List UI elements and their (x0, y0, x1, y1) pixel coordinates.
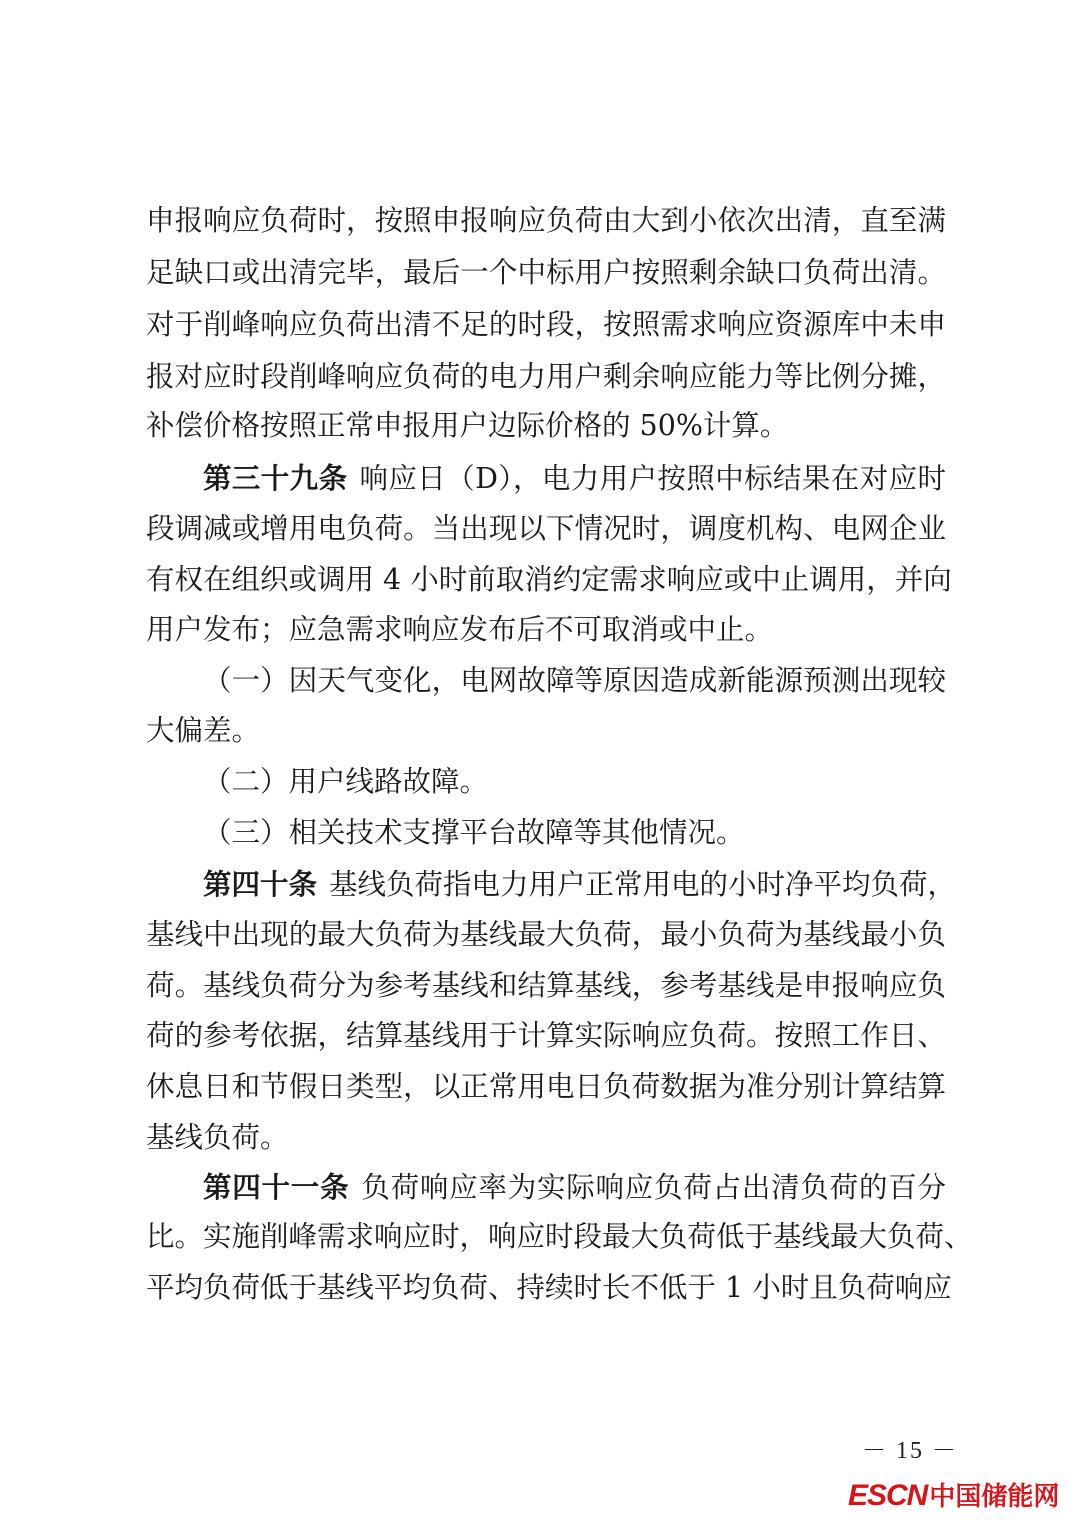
text-line: 比。实施削峰需求响应时，响应时段最大负荷低于基线最大负荷、 (146, 1220, 973, 1253)
list-item: （三）相关技术支撑平台故障等其他情况。 (203, 816, 745, 849)
article-text: 负荷响应率为实际响应负荷占出清负荷的百分 (361, 1171, 946, 1204)
text-line: 足缺口或出清完毕，最后一个中标用户按照剩余缺口负荷出清。 (146, 256, 946, 289)
text-line: 补偿价格按照正常申报用户边际价格的 50%计算。 (146, 409, 789, 442)
article-text: 响应日（D），电力用户按照中标结果在对应时 (359, 462, 946, 495)
text-line: 对于削峰响应负荷出清不足的时段，按照需求响应资源库中未申 (146, 308, 946, 341)
list-item: （二）用户线路故障。 (203, 765, 489, 798)
article-text: 基线负荷指电力用户正常用电的小时净平均负荷， (329, 868, 957, 901)
article-41-first-line (203, 1169, 946, 1206)
escn-logo (848, 1476, 1073, 1516)
text-line: 大偏差。 (146, 714, 261, 747)
text-line: 荷。基线负荷分为参考基线和结算基线，参考基线是申报响应负 (146, 969, 946, 1002)
text-line: 基线中出现的最大负荷为基线最大负荷，最小负荷为基线最小负 (146, 918, 946, 951)
text-line: 休息日和节假日类型，以正常用电日负荷数据为准分别计算结算 (146, 1070, 946, 1103)
text-line: 用户发布；应急需求响应发布后不可取消或中止。 (146, 613, 774, 646)
text-line: 段调减或增用电负荷。当出现以下情况时，调度机构、电网企业 (146, 512, 946, 545)
article-heading: 第四十一条 (203, 1170, 350, 1204)
logo-text-en: ESCN (848, 1479, 928, 1512)
text-line: 平均负荷低于基线平均负荷、持续时长不低于 1 小时且负荷响应 (146, 1271, 952, 1304)
list-item: （一）因天气变化，电网故障等原因造成新能源预测出现较 (203, 664, 946, 697)
article-heading: 第四十条 (203, 867, 318, 901)
article-heading: 第三十九条 (203, 461, 348, 495)
article-40-first-line (203, 866, 957, 903)
text-line: 荷的参考依据，结算基线用于计算实际响应负荷。按照工作日、 (146, 1019, 946, 1052)
text-line: 基线负荷。 (146, 1121, 289, 1154)
text-line: 申报响应负荷时，按照申报响应负荷由大到小依次出清，直至满 (146, 204, 946, 237)
page-number: － 15 － (862, 1438, 958, 1464)
text-line: 有权在组织或调用 4 小时前取消约定需求响应或中止调用，并向 (146, 563, 952, 596)
logo-text-cn: 中国储能网 (929, 1482, 1060, 1512)
article-39-first-line (203, 460, 946, 497)
text-line: 报对应时段削峰响应负荷的电力用户剩余响应能力等比例分摊， (146, 360, 946, 393)
